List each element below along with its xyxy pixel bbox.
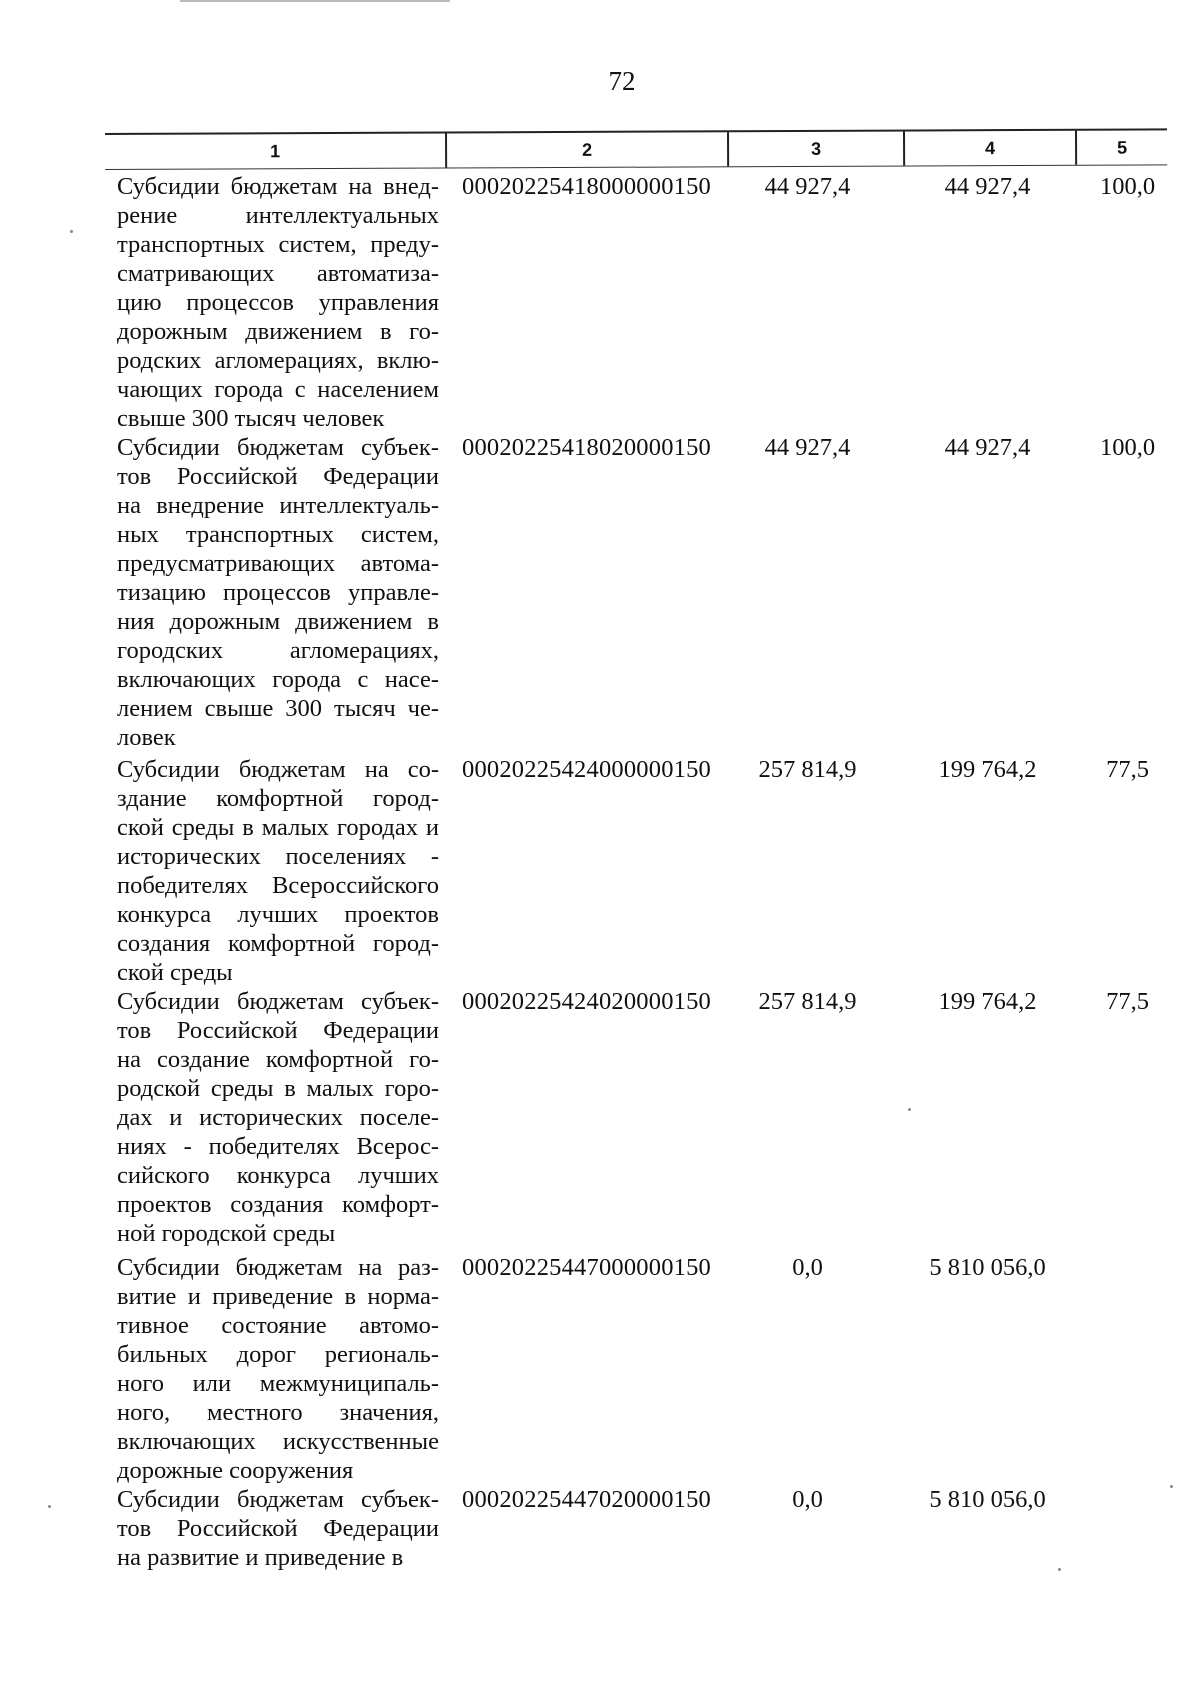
row-description xyxy=(117,433,439,752)
scan-speck xyxy=(1170,1485,1173,1488)
scan-speck xyxy=(70,230,73,233)
row-description xyxy=(117,172,439,433)
description-line: ной городской среды xyxy=(117,1220,336,1247)
header-col-2: 2 xyxy=(582,139,593,160)
header-col-4: 4 xyxy=(985,138,996,159)
description-line: городских агломерациях, xyxy=(117,637,439,664)
description-line: транспортных систем, преду- xyxy=(117,231,439,258)
description-line: дорожным движением в го- xyxy=(117,318,439,345)
description-line: на создание комфортной го- xyxy=(117,1046,439,1073)
table-header xyxy=(105,128,1167,170)
description-line: включающих искусственные xyxy=(117,1428,439,1455)
description-line: включающих города с насе- xyxy=(117,666,439,693)
value-col-4: 5 810 056,0 xyxy=(929,1486,1046,1513)
description-line: здание комфортной город- xyxy=(117,785,439,812)
description-line: ных транспортных систем, xyxy=(117,521,439,548)
description-line: предусматривающих автома- xyxy=(117,550,439,577)
description-line: ного, местного значения, xyxy=(117,1399,439,1426)
description-line: Субсидии бюджетам на внед- xyxy=(117,173,439,200)
budget-code: 00020225418020000150 xyxy=(462,434,711,461)
value-col-4: 199 764,2 xyxy=(938,756,1037,783)
description-line: проектов создания комфорт- xyxy=(117,1191,439,1218)
description-line: конкурса лучших проектов xyxy=(117,901,439,928)
value-col-5: 100,0 xyxy=(1099,173,1156,200)
description-line: Субсидии бюджетам субъек- xyxy=(117,434,439,461)
description-line: сийского конкурса лучших xyxy=(117,1162,439,1189)
value-col-3: 257 814,9 xyxy=(758,756,857,783)
description-line: рение интеллектуальных xyxy=(117,202,439,229)
description-line: Субсидии бюджетам на раз- xyxy=(117,1254,439,1281)
description-line: ской среды в малых городах и xyxy=(117,814,439,841)
value-col-5: 77,5 xyxy=(1106,988,1149,1015)
budget-code: 00020225447000000150 xyxy=(462,1254,711,1281)
description-line: чающих города с населением xyxy=(117,376,439,403)
row-description xyxy=(117,755,439,987)
row-description xyxy=(117,1485,439,1572)
description-line: ниях - победителях Всерос- xyxy=(117,1133,439,1160)
description-line: бильных дорог региональ- xyxy=(117,1341,439,1368)
description-line: витие и приведение в норма- xyxy=(117,1283,439,1310)
scan-edge-line xyxy=(180,0,450,2)
description-line: сматривающих автоматиза- xyxy=(117,260,439,287)
header-col-1: 1 xyxy=(270,141,281,162)
scan-speck xyxy=(1058,1568,1061,1571)
value-col-3: 0,0 xyxy=(792,1486,823,1513)
description-line: ния дорожным движением в xyxy=(117,608,439,635)
description-line: тизацию процессов управле- xyxy=(117,579,439,606)
description-line: родских агломерациях, вклю- xyxy=(117,347,439,374)
value-col-4: 44 927,4 xyxy=(944,434,1031,461)
description-line: Субсидии бюджетам субъек- xyxy=(117,1486,439,1513)
description-line: победителях Всероссийского xyxy=(117,872,439,899)
value-col-5: 100,0 xyxy=(1099,434,1156,461)
description-line: исторических поселениях - xyxy=(117,843,439,870)
description-line: Субсидии бюджетам субъек- xyxy=(117,988,439,1015)
description-line: дах и исторических поселе- xyxy=(117,1104,439,1131)
description-line: цию процессов управления xyxy=(117,289,439,316)
description-line: на внедрение интеллектуаль- xyxy=(117,492,439,519)
description-line: на развитие и приведение в xyxy=(117,1544,404,1571)
value-col-3: 257 814,9 xyxy=(758,988,857,1015)
description-line: ской среды xyxy=(117,959,233,986)
budget-code: 00020225424020000150 xyxy=(462,988,711,1015)
description-line: ловек xyxy=(117,724,176,751)
value-col-4: 199 764,2 xyxy=(938,988,1037,1015)
header-col-3: 3 xyxy=(811,138,822,159)
description-line: лением свыше 300 тысяч че- xyxy=(117,695,439,722)
value-col-3: 44 927,4 xyxy=(764,434,851,461)
description-line: Субсидии бюджетам на со- xyxy=(117,756,439,783)
page-number: 72 xyxy=(608,66,636,96)
header-col-5: 5 xyxy=(1117,137,1128,158)
value-col-4: 44 927,4 xyxy=(944,173,1031,200)
value-col-4: 5 810 056,0 xyxy=(929,1254,1046,1281)
description-line: тивное состояние автомо- xyxy=(117,1312,439,1339)
description-line: дорожные сооружения xyxy=(117,1457,354,1484)
description-line: тов Российской Федерации xyxy=(117,1515,439,1542)
description-line: родской среды в малых горо- xyxy=(117,1075,439,1102)
value-col-5: 77,5 xyxy=(1106,756,1149,783)
budget-code: 00020225418000000150 xyxy=(462,173,711,200)
description-line: тов Российской Федерации xyxy=(117,463,439,490)
value-col-3: 0,0 xyxy=(792,1254,823,1281)
description-line: создания комфортной город- xyxy=(117,930,439,957)
description-line: свыше 300 тысяч человек xyxy=(117,405,385,432)
budget-code: 00020225424000000150 xyxy=(462,756,711,783)
row-description xyxy=(117,987,439,1248)
row-description xyxy=(117,1253,439,1485)
description-line: ного или межмуниципаль- xyxy=(117,1370,439,1397)
value-col-3: 44 927,4 xyxy=(764,173,851,200)
budget-code: 00020225447020000150 xyxy=(462,1486,711,1513)
scan-speck xyxy=(908,1108,911,1111)
description-line: тов Российской Федерации xyxy=(117,1017,439,1044)
scan-speck xyxy=(48,1505,51,1508)
